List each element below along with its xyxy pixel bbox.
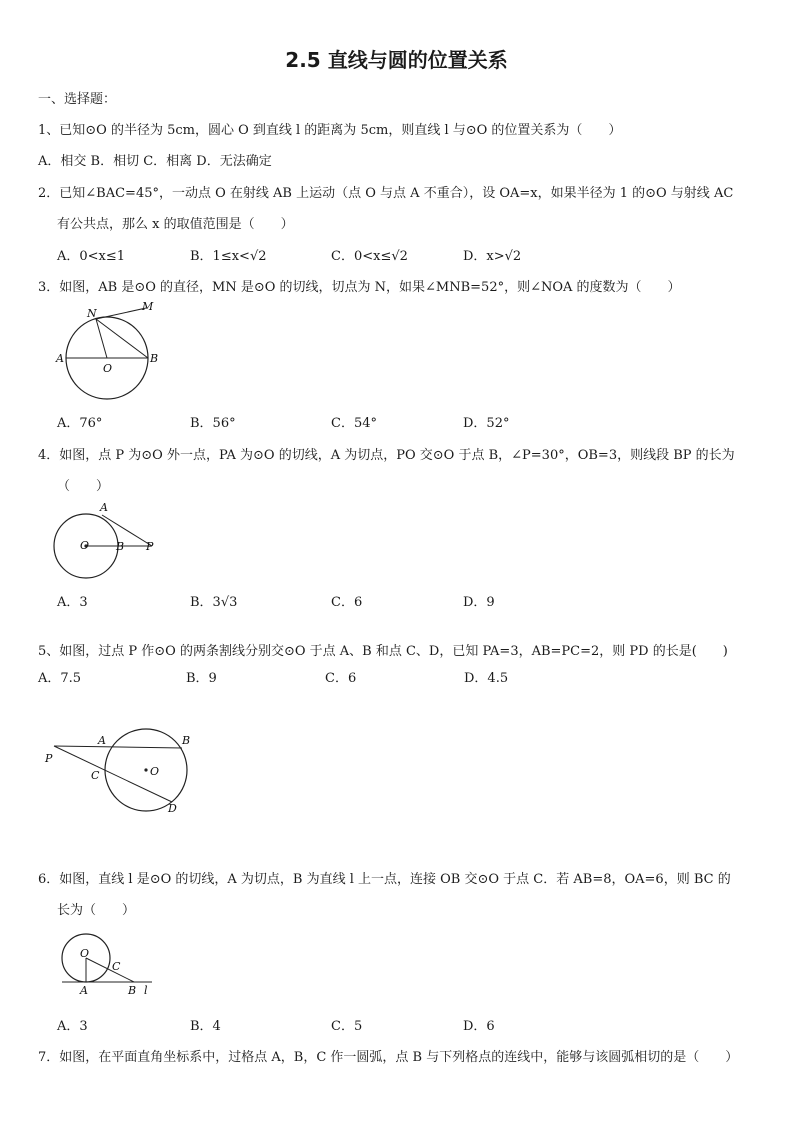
- figure-label-p: P: [146, 540, 154, 553]
- question-2-option-b: B．1≤x<√2: [190, 249, 267, 264]
- question-6-stem-line1: 6．如图，直线 l 是⊙O 的切线，A 为切点，B 为直线 l 上一点，连接 OB 交⊙O 于点 C．若 AB=8，OA=6，则 BC 的: [38, 872, 731, 887]
- figure-label-a: A: [100, 501, 108, 514]
- figure-label-a: A: [98, 734, 106, 747]
- question-6-figure: [50, 926, 160, 1004]
- question-4-option-b: B．3√3: [190, 595, 238, 610]
- question-3-figure: [50, 298, 170, 406]
- question-3-option-b: B．56°: [190, 416, 236, 431]
- section-heading: 一、选择题：: [38, 92, 117, 107]
- question-6-option-d: D．6: [463, 1019, 495, 1034]
- figure-label-b: B: [116, 540, 125, 553]
- question-4-figure: [50, 500, 165, 590]
- question-6-option-a: A．3: [57, 1019, 88, 1034]
- question-2-option-a: A．0<x≤1: [57, 249, 126, 264]
- question-1-options: A．相交 B．相切 C．相离 D．无法确定: [38, 154, 272, 169]
- figure-label-o: O: [80, 539, 90, 552]
- question-1-stem: 1、已知⊙O 的半径为 5cm，圆心 O 到直线 l 的距离为 5cm，则直线 l 与⊙O 的位置关系为（ ）: [38, 123, 622, 138]
- figure-label-d: D: [168, 802, 177, 815]
- figure-label-m: M: [142, 300, 154, 313]
- figure-label-a: A: [56, 352, 64, 365]
- question-5-option-a: A．7.5: [38, 671, 82, 686]
- figure-label-o: O: [80, 947, 90, 960]
- question-6-option-b: B．4: [190, 1019, 221, 1034]
- question-5-option-c: C．6: [325, 671, 357, 686]
- question-3-option-a: A．76°: [57, 416, 103, 431]
- figure-label-n: N: [87, 307, 97, 320]
- figure-label-b: B: [150, 352, 159, 365]
- question-7-stem: 7．如图，在平面直角坐标系中，过格点 A，B，C 作一圆弧，点 B 与下列格点的连线中，能够与该圆弧相切的是（ ）: [38, 1050, 739, 1065]
- question-3-option-d: D．52°: [463, 416, 510, 431]
- question-4-stem-line2: （ ）: [57, 479, 110, 494]
- figure-label-l: l: [144, 984, 148, 997]
- question-4-option-d: D．9: [463, 595, 495, 610]
- figure-label-b: B: [182, 734, 191, 747]
- figure-label-b: B: [128, 984, 137, 997]
- question-5-option-d: D．4.5: [464, 671, 509, 686]
- question-2-stem-line1: 2．已知∠BAC=45°，一动点 O 在射线 AB 上运动（点 O 与点 A 不重合），设 OA=x，如果半径为 1 的⊙O 与射线 AC: [38, 186, 734, 201]
- figure-label-o: O: [150, 765, 160, 778]
- question-4-option-c: C．6: [331, 595, 363, 610]
- question-5-option-b: B．9: [186, 671, 217, 686]
- question-2-option-d: D．x>√2: [463, 249, 522, 264]
- figure-label-c: C: [91, 769, 100, 782]
- page-title: 2.5 直线与圆的位置关系: [285, 48, 508, 72]
- figure-label-o: O: [103, 362, 113, 375]
- figure-label-p: P: [45, 752, 53, 765]
- question-2-option-c: C．0<x≤√2: [331, 249, 408, 264]
- question-5-figure: [40, 720, 210, 820]
- figure-label-c: C: [112, 960, 121, 973]
- question-3-option-c: C．54°: [331, 416, 377, 431]
- question-4-stem-line1: 4．如图，点 P 为⊙O 外一点，PA 为⊙O 的切线，A 为切点，PO 交⊙O 于点 B，∠P=30°，OB=3，则线段 BP 的长为: [38, 448, 735, 463]
- question-3-stem: 3．如图，AB 是⊙O 的直径，MN 是⊙O 的切线，切点为 N，如果∠MNB=52°，则∠NOA 的度数为（ ）: [38, 280, 681, 295]
- question-4-option-a: A．3: [57, 595, 88, 610]
- question-2-stem-line2: 有公共点，那么 x 的取值范围是（ ）: [57, 217, 294, 232]
- figure-label-a: A: [80, 984, 88, 997]
- question-5-stem: 5、如图，过点 P 作⊙O 的两条割线分别交⊙O 于点 A、B 和点 C、D，已知 PA=3，AB=PC=2，则 PD 的长是( ): [38, 644, 728, 659]
- question-6-stem-line2: 长为（ ）: [57, 903, 136, 918]
- question-6-option-c: C．5: [331, 1019, 363, 1034]
